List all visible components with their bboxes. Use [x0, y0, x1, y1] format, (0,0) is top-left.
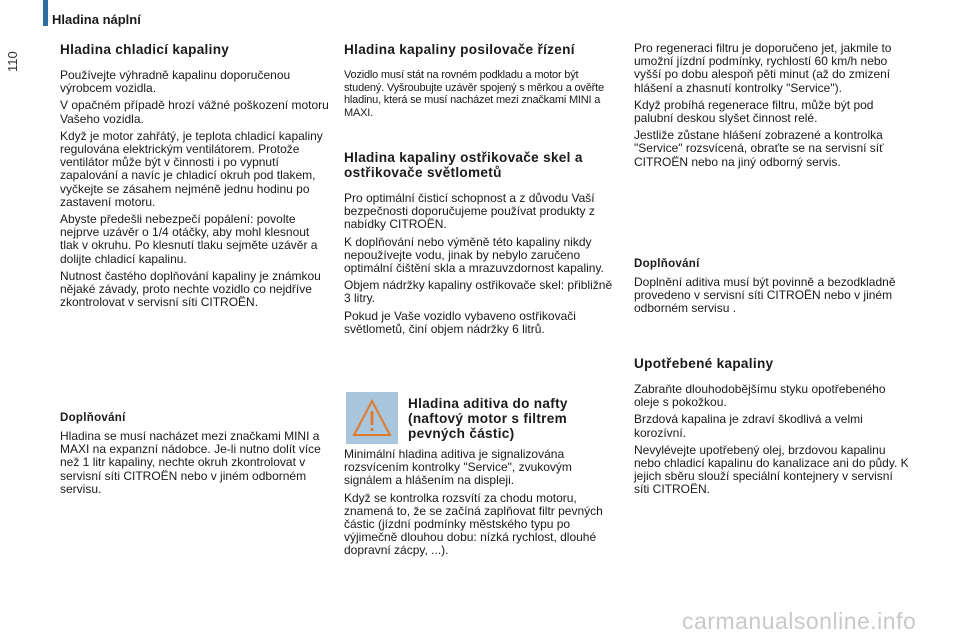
- used-fluids-paragraph: Zabraňte dlouhodobějšímu styku opotřebeného oleje s pokožkou.: [634, 382, 886, 410]
- additive-refill-text: Doplnění aditiva musí být povinně a bezodkladně provedeno v servisní síti CITROËN nebo v jiném odborném servisu .: [634, 275, 896, 316]
- coolant-paragraph: Abyste předešli nebezpečí popálení: povolte nejprve uzávěr o 1/4 otáčky, aby mohl klesnout tlak v okruhu. Po klesnutí tlaku sejměte uzávěr a dolijte chladicí kapalinu.: [60, 212, 318, 266]
- used-fluids-paragraph: Nevylévejte upotřebený olej, brzdovou kapalinu nebo chladicí kapalinu do kanalizace ani do půdy. K jejich sběru slouží speciální kontejnery v servisní síti CITROËN.: [634, 442, 909, 497]
- used-fluids-heading: Upotřebené kapaliny: [634, 356, 774, 371]
- washer-heading: Hladina kapaliny ostřikovače skel a ostřikovače světlometů: [344, 150, 583, 180]
- watermark: carmanualsonline.info: [682, 608, 917, 634]
- coolant-paragraph: Když je motor zahřátý, je teplota chladicí kapaliny regulována elektrickým ventilátorem. Protože ventilátor může být v činnosti i po vypnutí zapalování a navíc je chladicí okruh pod tlakem, vyčkejte se zásahem nejméně jednu hodinu po zastavení motoru.: [60, 128, 323, 209]
- coolant-paragraph: V opačném případě hrozí vážné poškození motoru Vašeho vozidla.: [60, 98, 329, 126]
- used-fluids-paragraph: Brzdová kapalina je zdraví škodlivá a velmi korozívní.: [634, 412, 863, 440]
- power-steering-text: Vozidlo musí stát na rovném podkladu a motor být studený. Vyšroubujte uzávěr spojený s měrkou a ověřte hladinu, která se musí nacházet mezi značkami MINI a MAXI.: [344, 69, 604, 119]
- column-fluids: [344, 42, 619, 558]
- washer-paragraph: K doplňování nebo výměně této kapaliny nikdy nepoužívejte vodu, jinak by nebylo zaručeno optimální čištění skla a mrazuvzdornost kapaliny.: [344, 234, 604, 276]
- coolant-refill-section: [60, 412, 330, 500]
- warning-box: [346, 392, 398, 444]
- additive-paragraph: Minimální hladina aditiva je signalizována rozsvícením kontrolky "Service", zvukovým signálem a hlášením na displeji.: [344, 447, 572, 488]
- column-regeneration: [634, 41, 909, 497]
- warning-triangle-icon: [352, 398, 392, 438]
- additive-refill-section: [634, 258, 909, 320]
- regeneration-paragraph: Jestliže zůstane hlášení zobrazené a kontrolka "Service" rozsvícená, obraťte se na servisní síť CITROËN nebo na jiný odborný servis.: [634, 128, 884, 169]
- additive-body: [344, 448, 619, 562]
- washer-paragraph: Objem nádržky kapaliny ostřikovače skel: přibližně 3 litry.: [344, 278, 613, 306]
- washer-section: [344, 150, 619, 340]
- regeneration-paragraph: Když probíhá regenerace filtru, může být pod palubní deskou slyšet činnost relé.: [634, 97, 874, 126]
- coolant-body: [60, 69, 330, 309]
- coolant-refill-heading: Doplňování: [60, 412, 126, 424]
- used-fluids-section: [634, 356, 909, 501]
- section-title: Hladina náplní: [52, 12, 141, 27]
- additive-refill-heading: Doplňování: [634, 258, 700, 270]
- coolant-refill-text: Hladina se musí nacházet mezi značkami MINI a MAXI na expanzní nádobce. Je-li nutno dolít více než 1 litr kapaliny, nechte okruh zkontrolovat v servisní síti CITROËN nebo v jiném odborném servisu.: [60, 429, 321, 496]
- power-steering-heading: Hladina kapaliny posilovače řízení: [344, 42, 575, 57]
- header-accent-bar: [43, 0, 48, 26]
- washer-paragraph: Pokud je Vaše vozidlo vybaveno ostřikovači světlometů, činí objem nádržky 6 litrů.: [344, 308, 576, 336]
- page-number: 110: [5, 51, 20, 72]
- column-coolant: [60, 42, 330, 496]
- coolant-paragraph: Nutnost častého doplňování kapaliny je známkou nějaké závady, proto nechte vozidlo co nejdříve zkontrolovat v servisní síti CITROËN.: [60, 268, 321, 310]
- coolant-heading: Hladina chladicí kapaliny: [60, 42, 230, 57]
- additive-heading: Hladina aditiva do nafty (naftový motor s filtrem pevných částic): [408, 396, 568, 441]
- regeneration-paragraph: Pro regeneraci filtru je doporučeno jet, jakmile to umožní jízdní podmínky, rychlostí 60 km/h nebo vyšší po dobu alespoň pěti minut (až do zmizení hlášení a zhasnutí kontrolky "Service").: [634, 41, 892, 95]
- additive-paragraph: Když se kontrolka rozsvítí za chodu motoru, znamená to, že se začíná zaplňovat filtr pevných částic (jízdní podmínky městského typu po výjimečně dlouhou dobu: nízká rychlost, dlouhé dopravní zácpy, ...).: [344, 490, 603, 558]
- washer-paragraph: Pro optimální čisticí schopnost a z důvodu Vaší bezpečnosti doporučujeme používat produkty z nabídky CITROËN.: [344, 191, 595, 232]
- coolant-paragraph: Používejte výhradně kapalinu doporučenou výrobcem vozidla.: [60, 68, 291, 96]
